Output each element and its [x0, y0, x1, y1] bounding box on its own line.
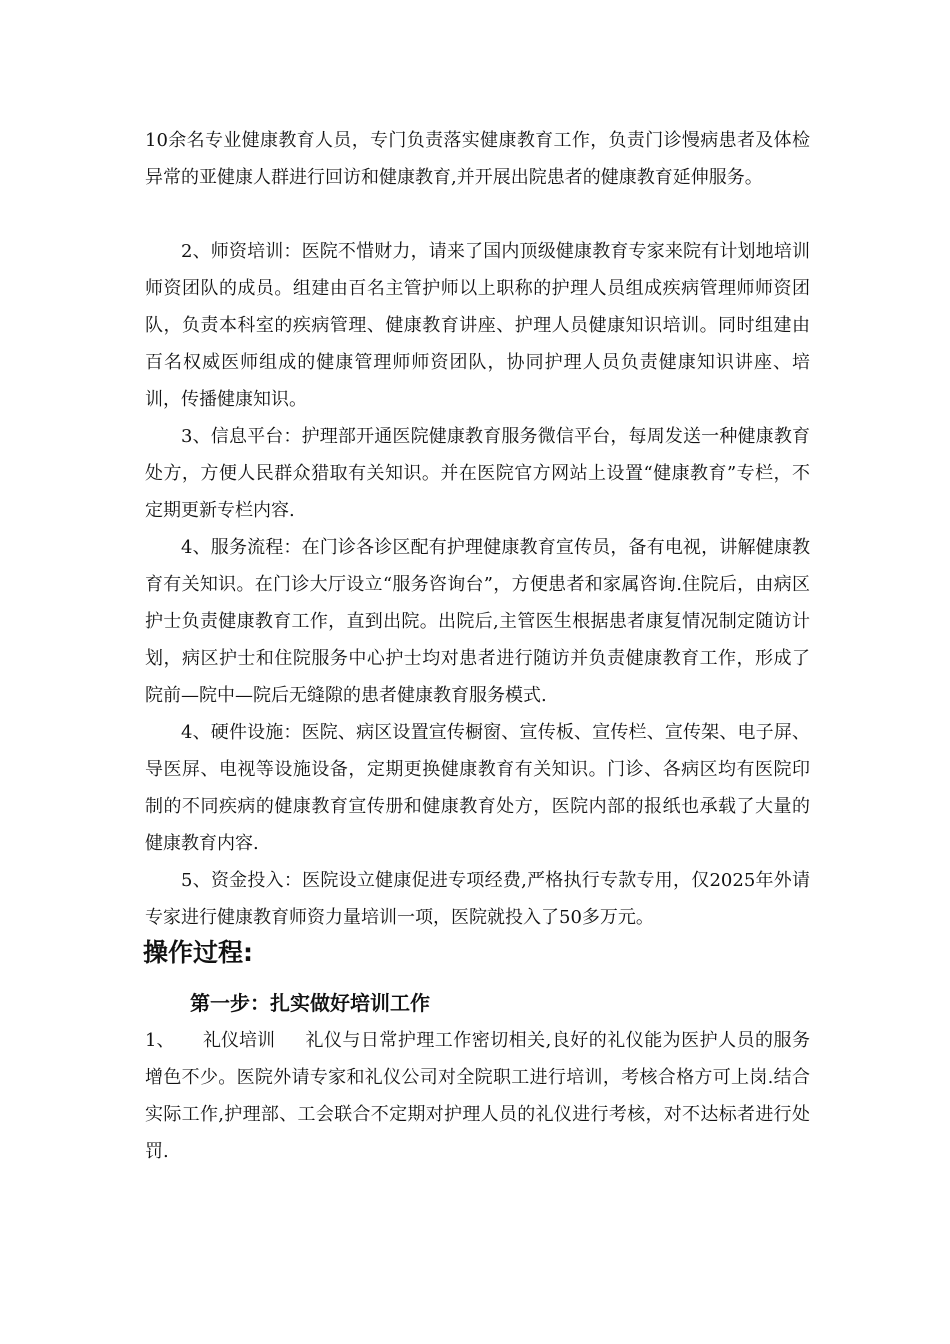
paragraph-service-process: 4、服务流程：在门诊各诊区配有护理健康教育宣传员，备有电视，讲解健康教育有关知识。在门诊大厅设立“服务咨询台”，方便患者和家属咨询.住院后，由病区护士负责健康教育工作，直到出院。出院后,主管医生根据患者康复情况制定随访计划，病区护士和住院服务中心护士均对患者进行随访并负责健康教育工作，形成了院前—院中—院后无缝隙的患者健康教育服务模式. — [145, 537, 810, 706]
paragraph-information-platform: 3、信息平台：护理部开通医院健康教育服务微信平台，每周发送一种健康教育处方，方便人民群众猎取有关知识。并在医院官方网站上设置“健康教育”专栏，不定期更新专栏内容. — [145, 426, 810, 521]
paragraph-funding: 5、资金投入：医院设立健康促进专项经费,严格执行专款专用，仅2025年外请专家进行健康教育师资力量培训一项，医院就投入了50多万元。 — [145, 870, 810, 928]
list-item-title: 礼仪培训 — [203, 1030, 275, 1051]
paragraph-teacher-training: 2、师资培训：医院不惜财力，请来了国内顶级健康教育专家来院有计划地培训师资团队的成员。组建由百名主管护师以上职称的护理人员组成疾病管理师师资团队，负责本科室的疾病管理、健康教育讲座、护理人员健康知识培训。同时组建由百名权威医师组成的健康管理师师资团队，协同护理人员负责健康知识讲座、培训，传播健康知识。 — [145, 241, 810, 410]
paragraph-health-education-staff: 10余名专业健康教育人员，专门负责落实健康教育工作，负责门诊慢病患者及体检异常的亚健康人群进行回访和健康教育,并开展出院患者的健康教育延伸服务。 — [145, 130, 810, 188]
list-item-etiquette-training — [145, 1022, 810, 1170]
list-item-text: 礼仪与日常护理工作密切相关,良好的礼仪能为医护人员的服务增色不少。医院外请专家和礼仪公司对全院职工进行培训，考核合格方可上岗.结合实际工作,护理部、工会联合不定期对护理人员的礼仪进行考核，对不达标者进行处罚. — [145, 1030, 810, 1162]
paragraph-hardware-facilities: 4、硬件设施：医院、病区设置宣传橱窗、宣传板、宣传栏、宣传架、电子屏、导医屏、电视等设施设备，定期更换健康教育有关知识。门诊、各病区均有医院印制的不同疾病的健康教育宣传册和健康教育处方，医院内部的报纸也承载了大量的健康教育内容. — [145, 722, 810, 854]
list-item-number: 1、 — [145, 1030, 175, 1051]
section-heading: 操作过程: — [143, 938, 253, 967]
step-subheading: 第一步：扎实做好培训工作 — [190, 991, 430, 1015]
